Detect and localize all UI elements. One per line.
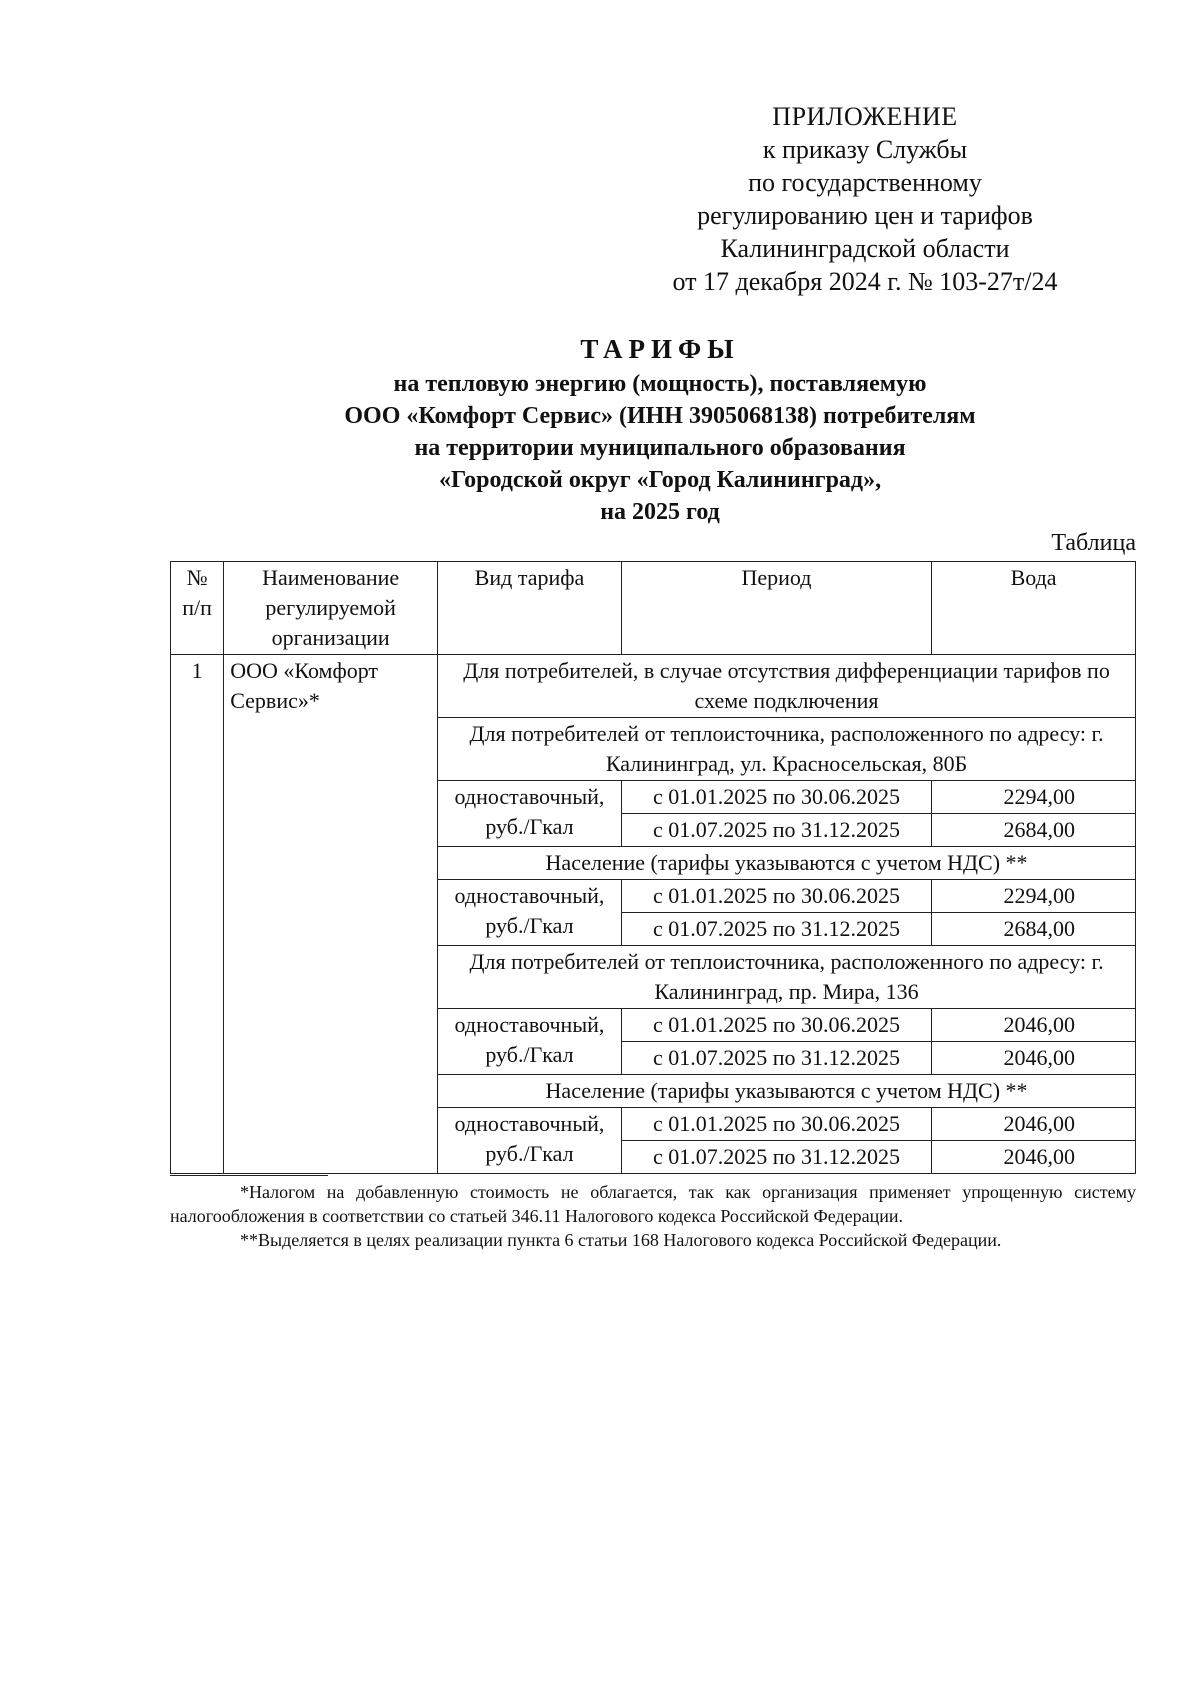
title-line: «Городской округ «Город Калининград», xyxy=(438,467,882,493)
title-line: ООО «Комфорт Сервис» (ИНН 3905068138) потребителям xyxy=(344,403,976,429)
table-row xyxy=(171,655,1136,718)
footnotes xyxy=(170,1180,1136,1252)
period-cell: с 01.01.2025 по 30.06.2025 xyxy=(621,781,931,814)
period-cell: с 01.07.2025 по 31.12.2025 xyxy=(621,1042,931,1075)
header-org: Наименование регулируемой организации xyxy=(224,562,438,655)
document-title-block xyxy=(160,333,1160,528)
header-period: Период xyxy=(621,562,931,655)
title-line: на территории муниципального образования xyxy=(414,435,906,461)
value-cell: 2684,00 xyxy=(932,814,1136,847)
value-cell: 2046,00 xyxy=(932,1108,1136,1141)
appendix-line: по государственному xyxy=(748,168,982,197)
org-name: ООО «Комфорт Сервис»* xyxy=(224,655,438,1174)
period-cell: с 01.01.2025 по 30.06.2025 xyxy=(621,1009,931,1042)
header-num: № п/п xyxy=(171,562,224,655)
tariff-type: одноставочный, руб./Гкал xyxy=(438,1009,622,1075)
row-number: 1 xyxy=(171,655,224,1174)
title-line: на тепловую энергию (мощность), поставляемую xyxy=(393,371,927,397)
table-header-row xyxy=(171,562,1136,655)
footnote-vat: *Налогом на добавленную стоимость не облагается, так как организация применяет упрощенную систему налогообложения в соответствии со статьей 346.11 Налогового кодекса Российской Федерации. xyxy=(170,1182,1136,1226)
header-type: Вид тарифа xyxy=(438,562,622,655)
appendix-line: к приказу Службы xyxy=(762,135,968,164)
value-cell: 2046,00 xyxy=(932,1009,1136,1042)
tariff-table xyxy=(170,561,1136,1174)
appendix-line: Калининградской области xyxy=(720,234,1010,263)
period-cell: с 01.07.2025 по 31.12.2025 xyxy=(621,913,931,946)
appendix-header xyxy=(640,100,1090,298)
period-cell: с 01.01.2025 по 30.06.2025 xyxy=(621,1108,931,1141)
period-cell: с 01.07.2025 по 31.12.2025 xyxy=(621,1141,931,1174)
tariff-type: одноставочный, руб./Гкал xyxy=(438,880,622,946)
group-header: Население (тарифы указываются с учетом НДС) ** xyxy=(438,847,1136,880)
appendix-line: регулированию цен и тарифов xyxy=(697,201,1033,230)
table-caption: Таблица xyxy=(1051,530,1136,556)
value-cell: 2684,00 xyxy=(932,913,1136,946)
document-title: ТАРИФЫ xyxy=(580,334,740,364)
group-header: Для потребителей от теплоисточника, расположенного по адресу: г. Калининград, ул. Красносельская, 80Б xyxy=(438,718,1136,781)
value-cell: 2294,00 xyxy=(932,880,1136,913)
group-header: Для потребителей, в случае отсутствия дифференциации тарифов по схеме подключения xyxy=(438,655,1136,718)
appendix-order-date: от 17 декабря 2024 г. № 103-27т/24 xyxy=(672,267,1058,296)
period-cell: с 01.01.2025 по 30.06.2025 xyxy=(621,880,931,913)
group-header: Население (тарифы указываются с учетом НДС) ** xyxy=(438,1075,1136,1108)
footnote-tax-code: **Выделяется в целях реализации пункта 6 статьи 168 Налогового кодекса Российской Федерации. xyxy=(240,1230,1002,1250)
value-cell: 2294,00 xyxy=(932,781,1136,814)
group-header: Для потребителей от теплоисточника, расположенного по адресу: г. Калининград, пр. Мира, 136 xyxy=(438,946,1136,1009)
footnote-divider xyxy=(170,1175,328,1176)
value-cell: 2046,00 xyxy=(932,1141,1136,1174)
tariff-type: одноставочный, руб./Гкал xyxy=(438,781,622,847)
tariff-type: одноставочный, руб./Гкал xyxy=(438,1108,622,1174)
value-cell: 2046,00 xyxy=(932,1042,1136,1075)
title-line: на 2025 год xyxy=(600,499,720,525)
period-cell: с 01.07.2025 по 31.12.2025 xyxy=(621,814,931,847)
appendix-title: ПРИЛОЖЕНИЕ xyxy=(772,102,958,131)
header-water: Вода xyxy=(932,562,1136,655)
